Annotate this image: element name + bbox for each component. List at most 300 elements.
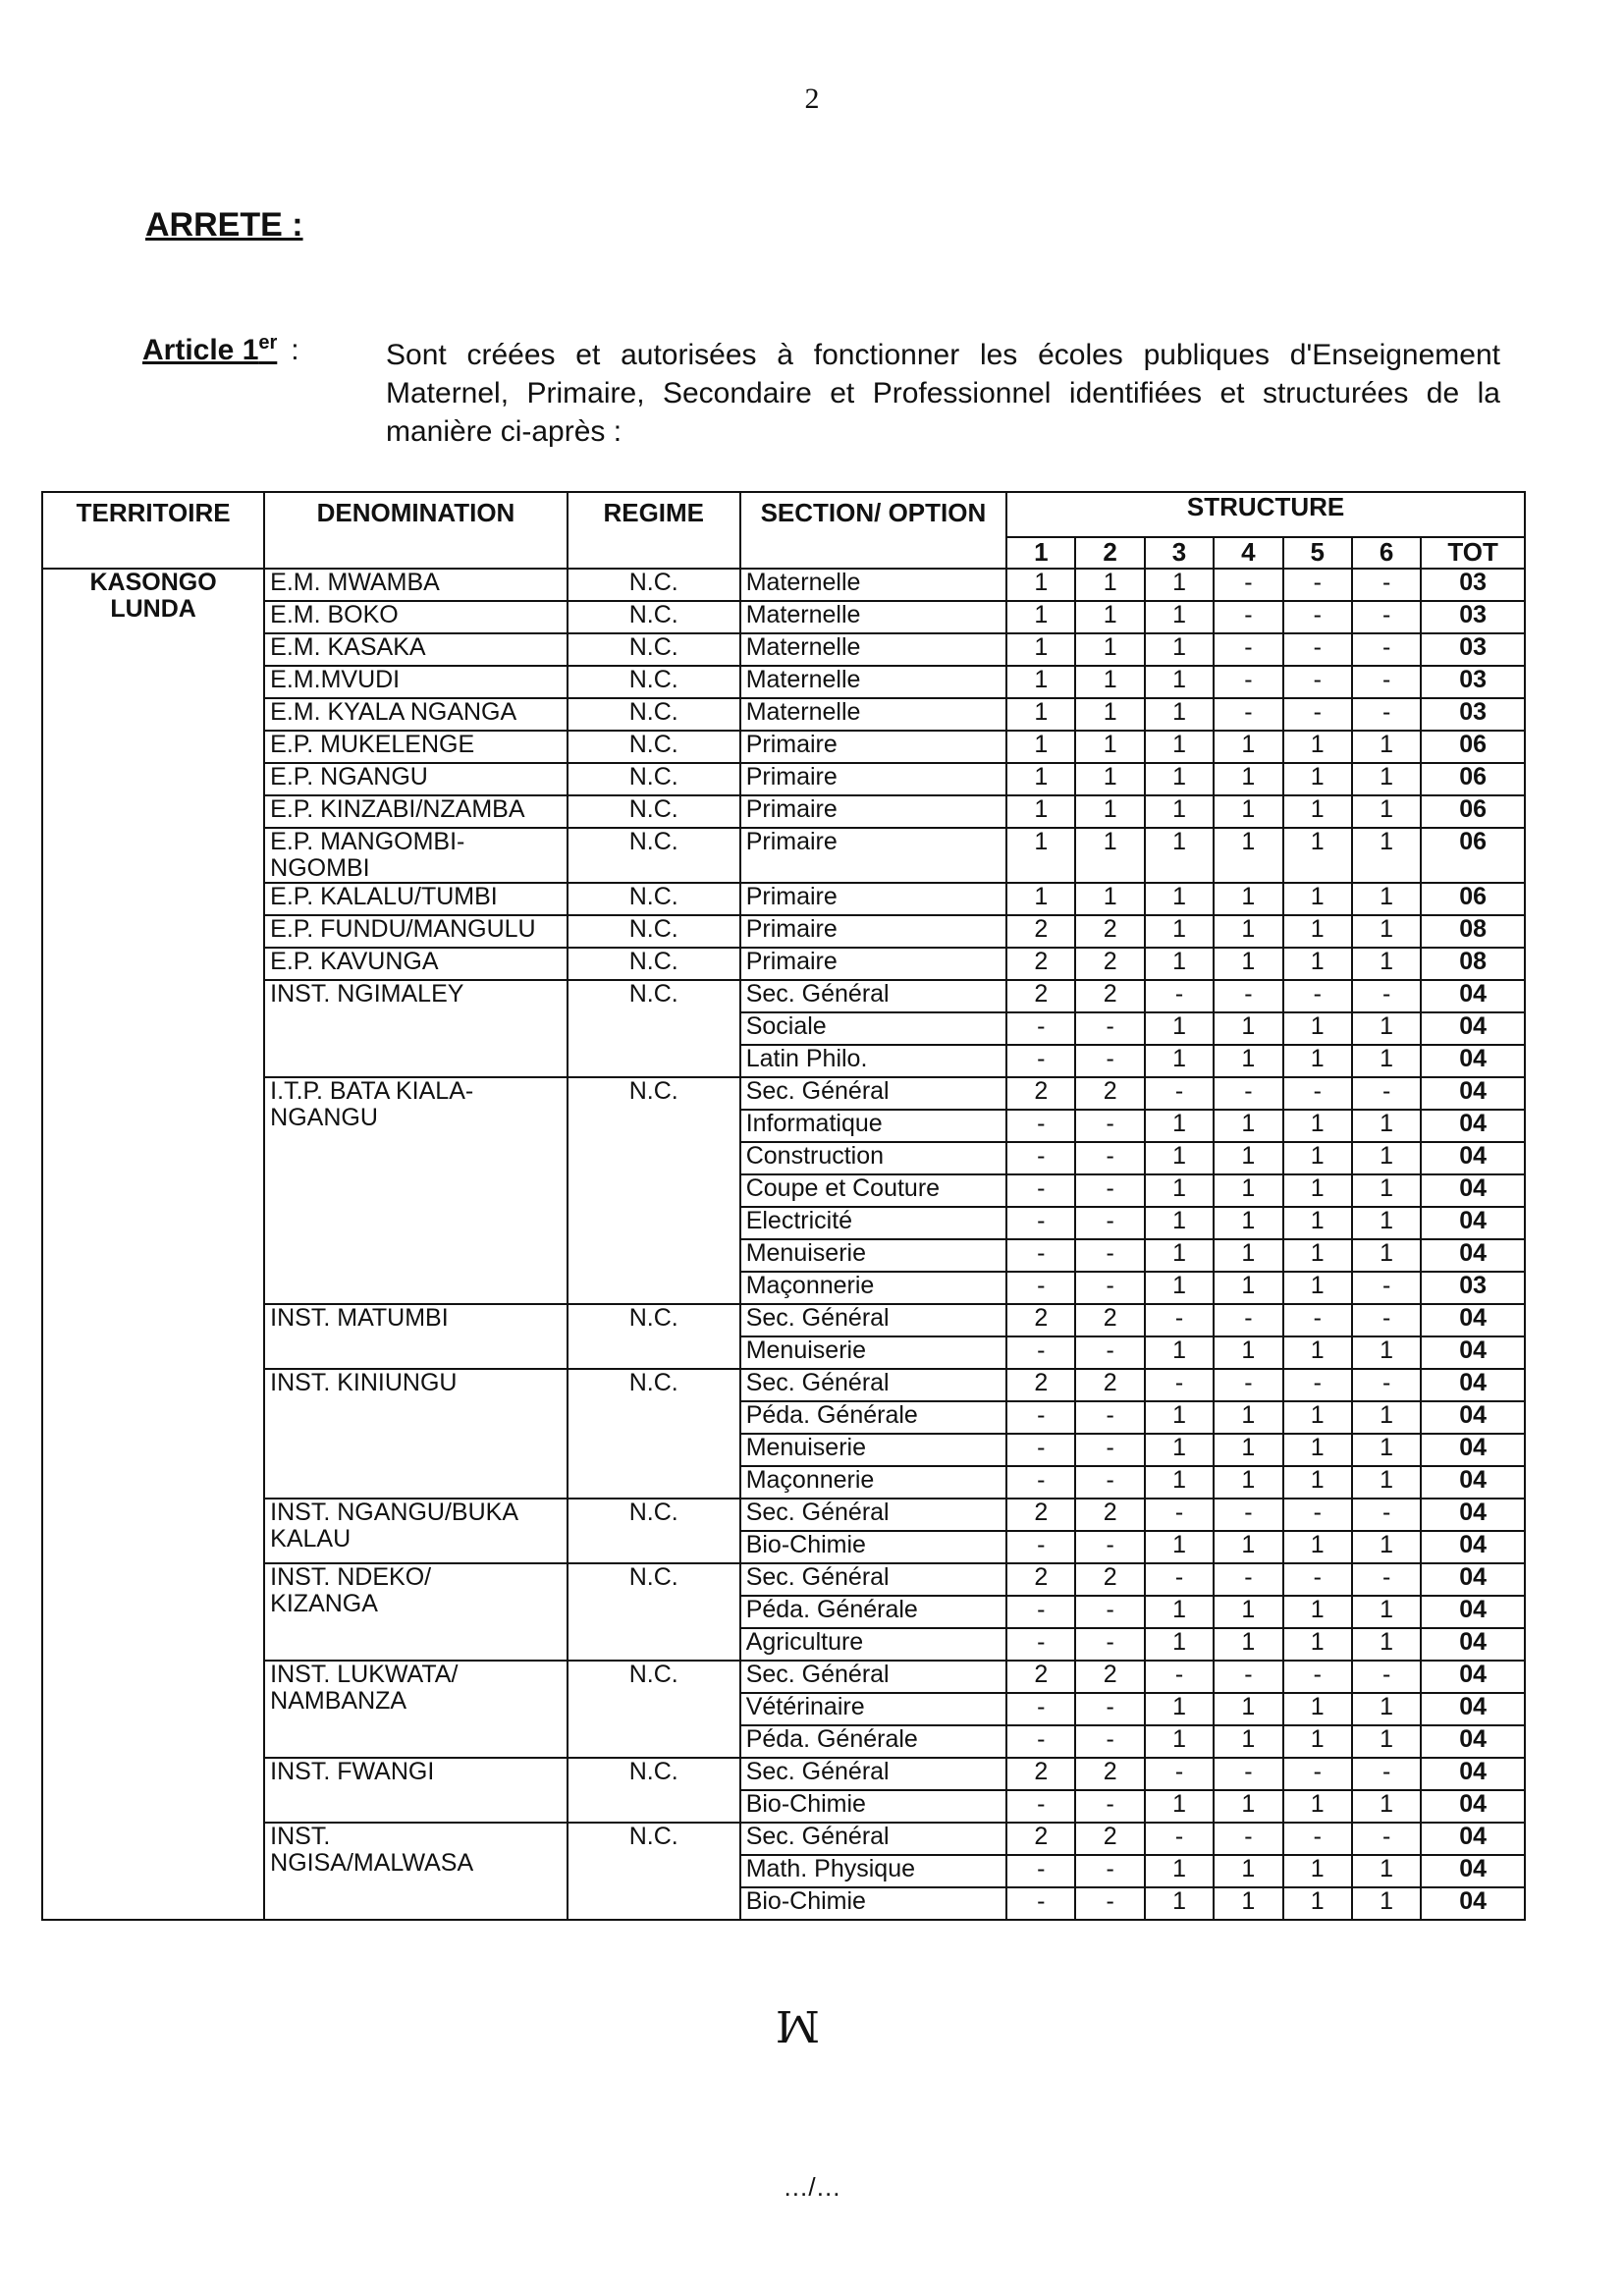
cell-regime: N.C. — [568, 1369, 740, 1499]
cell-total: 06 — [1421, 883, 1525, 915]
cell-regime: N.C. — [568, 633, 740, 666]
cell-total: 03 — [1421, 633, 1525, 666]
cell-structure-4: - — [1214, 1077, 1282, 1110]
cell-regime: N.C. — [568, 569, 740, 601]
cell-structure-2: - — [1075, 1142, 1144, 1174]
cell-structure-5: 1 — [1283, 1401, 1352, 1434]
cell-total: 06 — [1421, 795, 1525, 828]
cell-structure-5: 1 — [1283, 1174, 1352, 1207]
cell-structure-5: 1 — [1283, 1336, 1352, 1369]
cell-structure-4: 1 — [1214, 1466, 1282, 1499]
cell-structure-3: 1 — [1145, 1466, 1214, 1499]
cell-total: 04 — [1421, 1499, 1525, 1531]
table-row — [42, 795, 1525, 828]
cell-structure-3: 1 — [1145, 763, 1214, 795]
cell-structure-1: - — [1006, 1401, 1075, 1434]
table-row — [42, 828, 1525, 883]
cell-territoire: KASONGO LUNDA — [42, 569, 264, 1920]
cell-structure-1: 2 — [1006, 1563, 1075, 1596]
cell-structure-1: - — [1006, 1434, 1075, 1466]
cell-structure-1: 2 — [1006, 948, 1075, 980]
cell-structure-1: - — [1006, 1174, 1075, 1207]
cell-structure-5: 1 — [1283, 1272, 1352, 1304]
cell-structure-2: 1 — [1075, 763, 1144, 795]
cell-total: 04 — [1421, 1563, 1525, 1596]
cell-total: 04 — [1421, 1466, 1525, 1499]
cell-structure-5: - — [1283, 980, 1352, 1012]
cell-section-option: Primaire — [740, 763, 1006, 795]
cell-denomination: INST. NDEKO/ KIZANGA — [264, 1563, 568, 1661]
cell-section-option: Primaire — [740, 948, 1006, 980]
cell-structure-5: 1 — [1283, 1855, 1352, 1887]
cell-total: 04 — [1421, 1401, 1525, 1434]
cell-structure-1: - — [1006, 1725, 1075, 1758]
cell-structure-3: 1 — [1145, 1336, 1214, 1369]
cell-total: 04 — [1421, 1045, 1525, 1077]
cell-structure-4: 1 — [1214, 1207, 1282, 1239]
cell-total: 04 — [1421, 1693, 1525, 1725]
cell-structure-5: 1 — [1283, 948, 1352, 980]
cell-section-option: Primaire — [740, 731, 1006, 763]
cell-denomination: E.M. BOKO — [264, 601, 568, 633]
cell-total: 04 — [1421, 1077, 1525, 1110]
cell-structure-5: - — [1283, 1661, 1352, 1693]
cell-structure-3: 1 — [1145, 1790, 1214, 1823]
cell-structure-2: 2 — [1075, 1823, 1144, 1855]
cell-total: 04 — [1421, 1790, 1525, 1823]
cell-structure-3: 1 — [1145, 795, 1214, 828]
cell-structure-1: - — [1006, 1012, 1075, 1045]
cell-section-option: Maçonnerie — [740, 1272, 1006, 1304]
cell-structure-4: 1 — [1214, 763, 1282, 795]
cell-structure-6: 1 — [1352, 1401, 1421, 1434]
cell-structure-6: - — [1352, 1823, 1421, 1855]
table-row — [42, 633, 1525, 666]
cell-regime: N.C. — [568, 948, 740, 980]
cell-structure-6: - — [1352, 666, 1421, 698]
table-body — [42, 569, 1525, 1920]
cell-structure-1: 1 — [1006, 731, 1075, 763]
cell-structure-2: - — [1075, 1790, 1144, 1823]
cell-structure-3: 1 — [1145, 883, 1214, 915]
cell-total: 04 — [1421, 1531, 1525, 1563]
cell-structure-1: 1 — [1006, 883, 1075, 915]
cell-denomination: INST. FWANGI — [264, 1758, 568, 1823]
cell-structure-6: - — [1352, 1369, 1421, 1401]
cell-section-option: Maternelle — [740, 698, 1006, 731]
cell-structure-3: 1 — [1145, 1142, 1214, 1174]
cell-section-option: Sec. Général — [740, 1563, 1006, 1596]
cell-structure-5: - — [1283, 1077, 1352, 1110]
cell-structure-5: - — [1283, 1823, 1352, 1855]
cell-structure-5: 1 — [1283, 1531, 1352, 1563]
cell-structure-2: 1 — [1075, 666, 1144, 698]
cell-structure-1: 1 — [1006, 828, 1075, 883]
header-col-6: 6 — [1352, 537, 1421, 569]
cell-regime: N.C. — [568, 1661, 740, 1758]
cell-section-option: Agriculture — [740, 1628, 1006, 1661]
cell-structure-6: 1 — [1352, 731, 1421, 763]
cell-structure-4: - — [1214, 1758, 1282, 1790]
cell-structure-2: - — [1075, 1110, 1144, 1142]
cell-structure-3: - — [1145, 1499, 1214, 1531]
cell-total: 03 — [1421, 1272, 1525, 1304]
cell-total: 04 — [1421, 1369, 1525, 1401]
cell-section-option: Vétérinaire — [740, 1693, 1006, 1725]
cell-regime: N.C. — [568, 980, 740, 1077]
cell-structure-5: 1 — [1283, 731, 1352, 763]
article-label — [142, 332, 299, 367]
cell-denomination: I.T.P. BATA KIALA- NGANGU — [264, 1077, 568, 1304]
cell-structure-2: - — [1075, 1596, 1144, 1628]
cell-structure-3: - — [1145, 980, 1214, 1012]
cell-total: 04 — [1421, 1855, 1525, 1887]
cell-regime: N.C. — [568, 915, 740, 948]
cell-structure-2: - — [1075, 1693, 1144, 1725]
cell-section-option: Maçonnerie — [740, 1466, 1006, 1499]
cell-denomination: E.M. KYALA NGANGA — [264, 698, 568, 731]
cell-structure-4: - — [1214, 698, 1282, 731]
cell-denomination: E.M.MVUDI — [264, 666, 568, 698]
cell-regime: N.C. — [568, 763, 740, 795]
cell-structure-4: 1 — [1214, 1239, 1282, 1272]
cell-structure-6: 1 — [1352, 1628, 1421, 1661]
cell-structure-5: 1 — [1283, 1045, 1352, 1077]
cell-structure-6: 1 — [1352, 828, 1421, 883]
cell-total: 04 — [1421, 1207, 1525, 1239]
cell-section-option: Primaire — [740, 883, 1006, 915]
cell-structure-5: - — [1283, 601, 1352, 633]
cell-total: 04 — [1421, 980, 1525, 1012]
cell-regime: N.C. — [568, 731, 740, 763]
heading-arrete: ARRETE : — [145, 206, 303, 244]
cell-structure-4: 1 — [1214, 1725, 1282, 1758]
cell-structure-6: - — [1352, 569, 1421, 601]
table-row — [42, 948, 1525, 980]
cell-structure-5: - — [1283, 1369, 1352, 1401]
cell-structure-1: - — [1006, 1531, 1075, 1563]
cell-structure-4: 1 — [1214, 1174, 1282, 1207]
cell-regime: N.C. — [568, 883, 740, 915]
table-row — [42, 601, 1525, 633]
cell-section-option: Sec. Général — [740, 1661, 1006, 1693]
cell-structure-6: 1 — [1352, 1174, 1421, 1207]
cell-structure-2: 1 — [1075, 569, 1144, 601]
cell-total: 04 — [1421, 1174, 1525, 1207]
cell-structure-3: - — [1145, 1563, 1214, 1596]
cell-structure-2: 1 — [1075, 601, 1144, 633]
cell-section-option: Sec. Général — [740, 1499, 1006, 1531]
cell-structure-1: 2 — [1006, 980, 1075, 1012]
cell-structure-4: - — [1214, 1304, 1282, 1336]
cell-structure-3: 1 — [1145, 915, 1214, 948]
cell-structure-4: 1 — [1214, 1790, 1282, 1823]
cell-structure-3: 1 — [1145, 1693, 1214, 1725]
cell-structure-4: - — [1214, 1661, 1282, 1693]
cell-structure-2: 1 — [1075, 828, 1144, 883]
cell-structure-6: 1 — [1352, 1466, 1421, 1499]
cell-structure-6: 1 — [1352, 1239, 1421, 1272]
cell-regime: N.C. — [568, 1823, 740, 1920]
cell-total: 04 — [1421, 1012, 1525, 1045]
cell-denomination: E.P. KALALU/TUMBI — [264, 883, 568, 915]
cell-section-option: Latin Philo. — [740, 1045, 1006, 1077]
cell-structure-4: 1 — [1214, 1045, 1282, 1077]
cell-regime: N.C. — [568, 601, 740, 633]
cell-structure-5: 1 — [1283, 915, 1352, 948]
cell-total: 06 — [1421, 763, 1525, 795]
cell-structure-4: 1 — [1214, 1531, 1282, 1563]
cell-structure-2: - — [1075, 1401, 1144, 1434]
table-row — [42, 883, 1525, 915]
table-row — [42, 980, 1525, 1012]
cell-total: 04 — [1421, 1758, 1525, 1790]
cell-structure-4: 1 — [1214, 1887, 1282, 1920]
cell-structure-4: 1 — [1214, 731, 1282, 763]
cell-structure-5: 1 — [1283, 1110, 1352, 1142]
cell-total: 03 — [1421, 698, 1525, 731]
cell-structure-5: - — [1283, 1304, 1352, 1336]
table-row — [42, 666, 1525, 698]
cell-denomination: E.P. MANGOMBI-NGOMBI — [264, 828, 568, 883]
cell-structure-1: - — [1006, 1887, 1075, 1920]
cell-structure-1: 1 — [1006, 795, 1075, 828]
cell-structure-5: 1 — [1283, 1628, 1352, 1661]
cell-structure-1: - — [1006, 1045, 1075, 1077]
cell-total: 04 — [1421, 1110, 1525, 1142]
cell-structure-2: - — [1075, 1336, 1144, 1369]
cell-structure-4: 1 — [1214, 915, 1282, 948]
cell-structure-3: 1 — [1145, 1725, 1214, 1758]
cell-structure-6: 1 — [1352, 1855, 1421, 1887]
cell-structure-2: 2 — [1075, 1563, 1144, 1596]
cell-denomination: E.P. FUNDU/MANGULU — [264, 915, 568, 948]
cell-structure-2: - — [1075, 1045, 1144, 1077]
cell-structure-6: 1 — [1352, 1012, 1421, 1045]
cell-structure-3: 1 — [1145, 1855, 1214, 1887]
table-header-row — [42, 492, 1525, 537]
cell-section-option: Sec. Général — [740, 1758, 1006, 1790]
cell-structure-6: 1 — [1352, 1693, 1421, 1725]
cell-structure-3: 1 — [1145, 1045, 1214, 1077]
cell-structure-3: 1 — [1145, 1887, 1214, 1920]
cell-structure-6: 1 — [1352, 1207, 1421, 1239]
cell-denomination: E.P. KAVUNGA — [264, 948, 568, 980]
cell-structure-3: 1 — [1145, 601, 1214, 633]
cell-total: 04 — [1421, 1434, 1525, 1466]
header-col-5: 5 — [1283, 537, 1352, 569]
cell-structure-2: 2 — [1075, 948, 1144, 980]
cell-structure-2: 2 — [1075, 915, 1144, 948]
cell-denomination: INST. NGIMALEY — [264, 980, 568, 1077]
cell-structure-6: - — [1352, 1304, 1421, 1336]
cell-total: 04 — [1421, 1596, 1525, 1628]
cell-structure-6: - — [1352, 1272, 1421, 1304]
cell-regime: N.C. — [568, 666, 740, 698]
signature-initials: ꟽ — [776, 2003, 821, 2053]
cell-structure-1: - — [1006, 1790, 1075, 1823]
cell-structure-5: 1 — [1283, 1434, 1352, 1466]
cell-total: 03 — [1421, 569, 1525, 601]
cell-structure-2: 2 — [1075, 1758, 1144, 1790]
cell-denomination: E.P. NGANGU — [264, 763, 568, 795]
cell-structure-5: 1 — [1283, 883, 1352, 915]
cell-structure-2: 2 — [1075, 1661, 1144, 1693]
table-row — [42, 731, 1525, 763]
header-col-1: 1 — [1006, 537, 1075, 569]
table-row — [42, 915, 1525, 948]
cell-structure-5: 1 — [1283, 1239, 1352, 1272]
schools-table — [41, 491, 1526, 1921]
cell-regime: N.C. — [568, 1563, 740, 1661]
cell-structure-1: - — [1006, 1466, 1075, 1499]
cell-total: 04 — [1421, 1628, 1525, 1661]
cell-total: 04 — [1421, 1823, 1525, 1855]
article-colon: : — [291, 334, 299, 366]
cell-section-option: Maternelle — [740, 666, 1006, 698]
cell-structure-5: 1 — [1283, 795, 1352, 828]
cell-denomination: INST. MATUMBI — [264, 1304, 568, 1369]
cell-structure-4: 1 — [1214, 883, 1282, 915]
cell-section-option: Sociale — [740, 1012, 1006, 1045]
table-row — [42, 1077, 1525, 1110]
cell-structure-2: - — [1075, 1887, 1144, 1920]
header-structure: STRUCTURE — [1006, 492, 1525, 537]
cell-structure-1: - — [1006, 1628, 1075, 1661]
table-row — [42, 1758, 1525, 1790]
cell-structure-5: - — [1283, 1499, 1352, 1531]
cell-section-option: Primaire — [740, 795, 1006, 828]
cell-structure-3: - — [1145, 1758, 1214, 1790]
cell-structure-2: - — [1075, 1434, 1144, 1466]
cell-structure-5: - — [1283, 1563, 1352, 1596]
cell-structure-6: 1 — [1352, 1434, 1421, 1466]
cell-regime: N.C. — [568, 698, 740, 731]
cell-denomination: E.P. MUKELENGE — [264, 731, 568, 763]
cell-structure-1: - — [1006, 1596, 1075, 1628]
cell-regime: N.C. — [568, 1304, 740, 1369]
cell-structure-3: 1 — [1145, 1110, 1214, 1142]
cell-total: 06 — [1421, 828, 1525, 883]
cell-regime: N.C. — [568, 828, 740, 883]
cell-structure-2: 1 — [1075, 698, 1144, 731]
cell-structure-1: 1 — [1006, 698, 1075, 731]
table-row — [42, 1563, 1525, 1596]
cell-structure-4: 1 — [1214, 948, 1282, 980]
table-row — [42, 1823, 1525, 1855]
cell-section-option: Maternelle — [740, 633, 1006, 666]
cell-structure-5: 1 — [1283, 1596, 1352, 1628]
cell-structure-5: - — [1283, 1758, 1352, 1790]
table-row — [42, 1499, 1525, 1531]
cell-total: 03 — [1421, 601, 1525, 633]
cell-structure-1: 2 — [1006, 915, 1075, 948]
cell-section-option: Maternelle — [740, 569, 1006, 601]
cell-structure-5: - — [1283, 698, 1352, 731]
cell-structure-3: 1 — [1145, 1628, 1214, 1661]
cell-structure-5: 1 — [1283, 1207, 1352, 1239]
cell-structure-2: 1 — [1075, 633, 1144, 666]
cell-structure-4: - — [1214, 1369, 1282, 1401]
cell-section-option: Menuiserie — [740, 1434, 1006, 1466]
cell-structure-6: 1 — [1352, 763, 1421, 795]
cell-structure-4: 1 — [1214, 1693, 1282, 1725]
cell-structure-1: - — [1006, 1336, 1075, 1369]
cell-structure-5: 1 — [1283, 1725, 1352, 1758]
cell-structure-1: 1 — [1006, 666, 1075, 698]
cell-structure-6: - — [1352, 980, 1421, 1012]
article-label-text — [142, 334, 277, 366]
cell-structure-3: 1 — [1145, 1531, 1214, 1563]
cell-section-option: Menuiserie — [740, 1336, 1006, 1369]
cell-regime: N.C. — [568, 1499, 740, 1563]
cell-structure-2: - — [1075, 1239, 1144, 1272]
cell-total: 04 — [1421, 1661, 1525, 1693]
cell-structure-2: 2 — [1075, 980, 1144, 1012]
cell-regime: N.C. — [568, 1758, 740, 1823]
cell-structure-6: 1 — [1352, 1142, 1421, 1174]
cell-structure-3: 1 — [1145, 1012, 1214, 1045]
cell-structure-3: - — [1145, 1304, 1214, 1336]
cell-structure-6: - — [1352, 633, 1421, 666]
cell-structure-6: - — [1352, 1077, 1421, 1110]
cell-structure-1: - — [1006, 1142, 1075, 1174]
cell-section-option: Sec. Général — [740, 1369, 1006, 1401]
cell-total: 04 — [1421, 1725, 1525, 1758]
cell-total: 03 — [1421, 666, 1525, 698]
cell-structure-2: - — [1075, 1207, 1144, 1239]
cell-total: 04 — [1421, 1887, 1525, 1920]
cell-denomination: E.M. KASAKA — [264, 633, 568, 666]
cell-structure-6: - — [1352, 698, 1421, 731]
cell-structure-5: - — [1283, 569, 1352, 601]
cell-denomination: INST. NGISA/MALWASA — [264, 1823, 568, 1920]
table-row — [42, 763, 1525, 795]
cell-section-option: Bio-Chimie — [740, 1790, 1006, 1823]
header-section-option: SECTION/ OPTION — [740, 492, 1006, 569]
cell-structure-3: 1 — [1145, 1596, 1214, 1628]
cell-structure-6: 1 — [1352, 1596, 1421, 1628]
cell-structure-3: - — [1145, 1661, 1214, 1693]
cell-structure-1: 2 — [1006, 1758, 1075, 1790]
cell-total: 06 — [1421, 731, 1525, 763]
cell-structure-3: 1 — [1145, 633, 1214, 666]
cell-structure-2: - — [1075, 1531, 1144, 1563]
header-col-4: 4 — [1214, 537, 1282, 569]
cell-structure-4: - — [1214, 633, 1282, 666]
cell-section-option: Coupe et Couture — [740, 1174, 1006, 1207]
header-col-3: 3 — [1145, 537, 1214, 569]
cell-structure-3: 1 — [1145, 1272, 1214, 1304]
cell-structure-6: 1 — [1352, 795, 1421, 828]
cell-structure-1: 1 — [1006, 569, 1075, 601]
cell-structure-6: - — [1352, 1661, 1421, 1693]
table-row — [42, 1369, 1525, 1401]
cell-total: 04 — [1421, 1336, 1525, 1369]
cell-section-option: Menuiserie — [740, 1239, 1006, 1272]
cell-structure-6: 1 — [1352, 1725, 1421, 1758]
cell-structure-1: - — [1006, 1272, 1075, 1304]
cell-structure-2: 2 — [1075, 1369, 1144, 1401]
continuation-mark: …/… — [783, 2172, 841, 2202]
header-regime: REGIME — [568, 492, 740, 569]
cell-section-option: Math. Physique — [740, 1855, 1006, 1887]
cell-structure-3: - — [1145, 1077, 1214, 1110]
cell-structure-6: 1 — [1352, 1045, 1421, 1077]
cell-section-option: Sec. Général — [740, 980, 1006, 1012]
cell-structure-6: 1 — [1352, 1110, 1421, 1142]
cell-structure-6: - — [1352, 1563, 1421, 1596]
